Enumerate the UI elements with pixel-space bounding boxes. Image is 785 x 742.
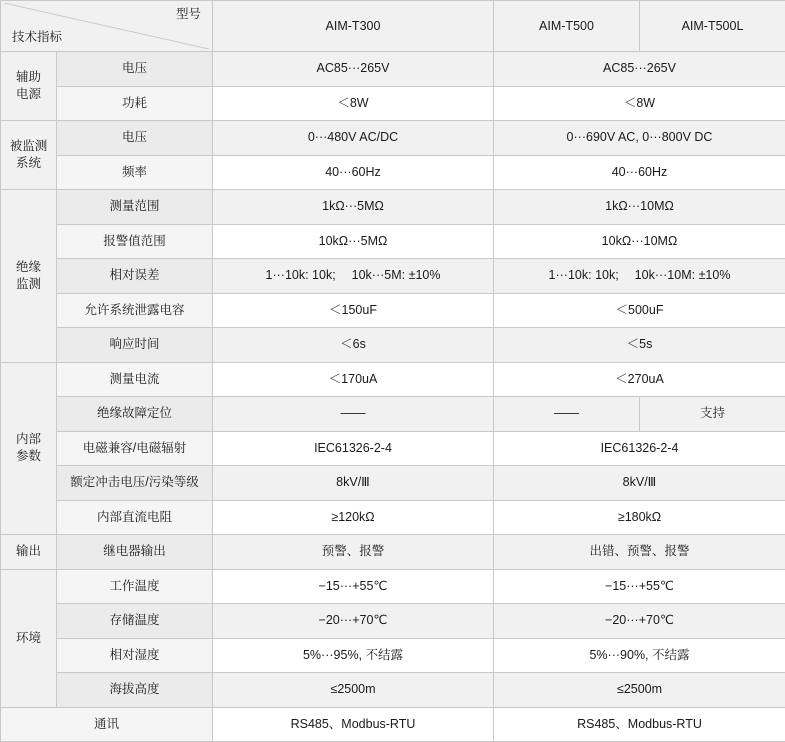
item-label: 额定冲击电压/污染等级 [57, 466, 213, 501]
value-t500l: 支持 [640, 397, 785, 432]
value-t500-merged: RS485、Modbus-RTU [494, 707, 785, 742]
group-label-internal-parameters: 内部 参数 [1, 362, 57, 535]
table-row [1, 293, 785, 328]
item-label: 功耗 [57, 86, 213, 121]
value-t500-merged: ＜270uA [494, 362, 785, 397]
value-t500-merged: −20···+70℃ [494, 604, 785, 639]
value-t500-merged: 1kΩ···10MΩ [494, 190, 785, 225]
table-row [1, 328, 785, 363]
header-col-t500: AIM-T500 [494, 1, 640, 52]
item-label: 测量范围 [57, 190, 213, 225]
table-row [1, 466, 785, 501]
value-t300: 5%···95%, 不结露 [213, 638, 494, 673]
group-label-aux-power: 辅助 电源 [1, 52, 57, 121]
header-col-t500l: AIM-T500L [640, 1, 785, 52]
item-label: 电压 [57, 52, 213, 87]
value-t500-merged: IEC61326-2-4 [494, 431, 785, 466]
item-label: 报警值范围 [57, 224, 213, 259]
value-t500-merged: 出错、预警、报警 [494, 535, 785, 570]
item-label: 允许系统泄露电容 [57, 293, 213, 328]
group-label-environment: 环境 [1, 569, 57, 707]
item-label: 继电器输出 [57, 535, 213, 570]
value-t500-merged: ＜500uF [494, 293, 785, 328]
value-t500-merged: AC85···265V [494, 52, 785, 87]
value-t500-merged: 8kV/Ⅲ [494, 466, 785, 501]
value-t300: −20···+70℃ [213, 604, 494, 639]
item-label: 响应时间 [57, 328, 213, 363]
value-t300: ≥120kΩ [213, 500, 494, 535]
value-t500-merged: ＜8W [494, 86, 785, 121]
item-label: 相对湿度 [57, 638, 213, 673]
table-row [1, 500, 785, 535]
item-label: 相对误差 [57, 259, 213, 294]
table-row [1, 431, 785, 466]
item-label: 存储温度 [57, 604, 213, 639]
table-row [1, 397, 785, 432]
item-label: 测量电流 [57, 362, 213, 397]
value-t500: —— [494, 397, 640, 432]
value-t300: ＜170uA [213, 362, 494, 397]
table-row [1, 86, 785, 121]
item-label: 频率 [57, 155, 213, 190]
header-col-t300: AIM-T300 [213, 1, 494, 52]
table-row [1, 224, 785, 259]
table-row [1, 259, 785, 294]
item-label-communication: 通讯 [1, 707, 213, 742]
value-t300: IEC61326-2-4 [213, 431, 494, 466]
table-row [1, 535, 785, 570]
value-t300: −15···+55℃ [213, 569, 494, 604]
item-label: 电磁兼容/电磁辐射 [57, 431, 213, 466]
value-t300: RS485、Modbus-RTU [213, 707, 494, 742]
value-t500-merged: 40···60Hz [494, 155, 785, 190]
value-t300: 40···60Hz [213, 155, 494, 190]
value-t500-merged: ＜5s [494, 328, 785, 363]
value-t300: ＜150uF [213, 293, 494, 328]
table-row [1, 190, 785, 225]
group-label-insulation-monitoring: 绝缘 监测 [1, 190, 57, 363]
value-t500-merged: ≤2500m [494, 673, 785, 708]
table-row [1, 569, 785, 604]
value-t500-merged: ≥180kΩ [494, 500, 785, 535]
table-row [1, 121, 785, 156]
value-t300: 1kΩ···5MΩ [213, 190, 494, 225]
table-row [1, 673, 785, 708]
value-t300: AC85···265V [213, 52, 494, 87]
value-t300: ＜6s [213, 328, 494, 363]
item-label: 工作温度 [57, 569, 213, 604]
item-label: 绝缘故障定位 [57, 397, 213, 432]
table-header-row [1, 1, 785, 52]
header-diagonal-cell [1, 1, 213, 52]
table-row [1, 362, 785, 397]
value-t500-merged: 5%···90%, 不结露 [494, 638, 785, 673]
value-t300: 预警、报警 [213, 535, 494, 570]
value-t300: —— [213, 397, 494, 432]
value-t500-merged: 10kΩ···10MΩ [494, 224, 785, 259]
header-model-label: 型号 [175, 7, 201, 21]
item-label: 电压 [57, 121, 213, 156]
group-label-output: 输出 [1, 535, 57, 570]
value-t500-merged: −15···+55℃ [494, 569, 785, 604]
value-t300: 1···10k: 10k; 10k···5M: ±10% [213, 259, 494, 294]
group-label-monitored-system: 被监测 系统 [1, 121, 57, 190]
value-t500-merged: 1···10k: 10k; 10k···10M: ±10% [494, 259, 785, 294]
value-t300: 8kV/Ⅲ [213, 466, 494, 501]
value-t300: ＜8W [213, 86, 494, 121]
value-t300: ≤2500m [213, 673, 494, 708]
table-row [1, 52, 785, 87]
item-label: 内部直流电阻 [57, 500, 213, 535]
value-t300: 10kΩ···5MΩ [213, 224, 494, 259]
header-spec-label: 技术指标 [12, 30, 63, 45]
value-t300: 0···480V AC/DC [213, 121, 494, 156]
item-label: 海拔高度 [57, 673, 213, 708]
table-row [1, 638, 785, 673]
table-row [1, 155, 785, 190]
table-row [1, 604, 785, 639]
value-t500-merged: 0···690V AC, 0···800V DC [494, 121, 785, 156]
table-footer-row [1, 707, 785, 742]
